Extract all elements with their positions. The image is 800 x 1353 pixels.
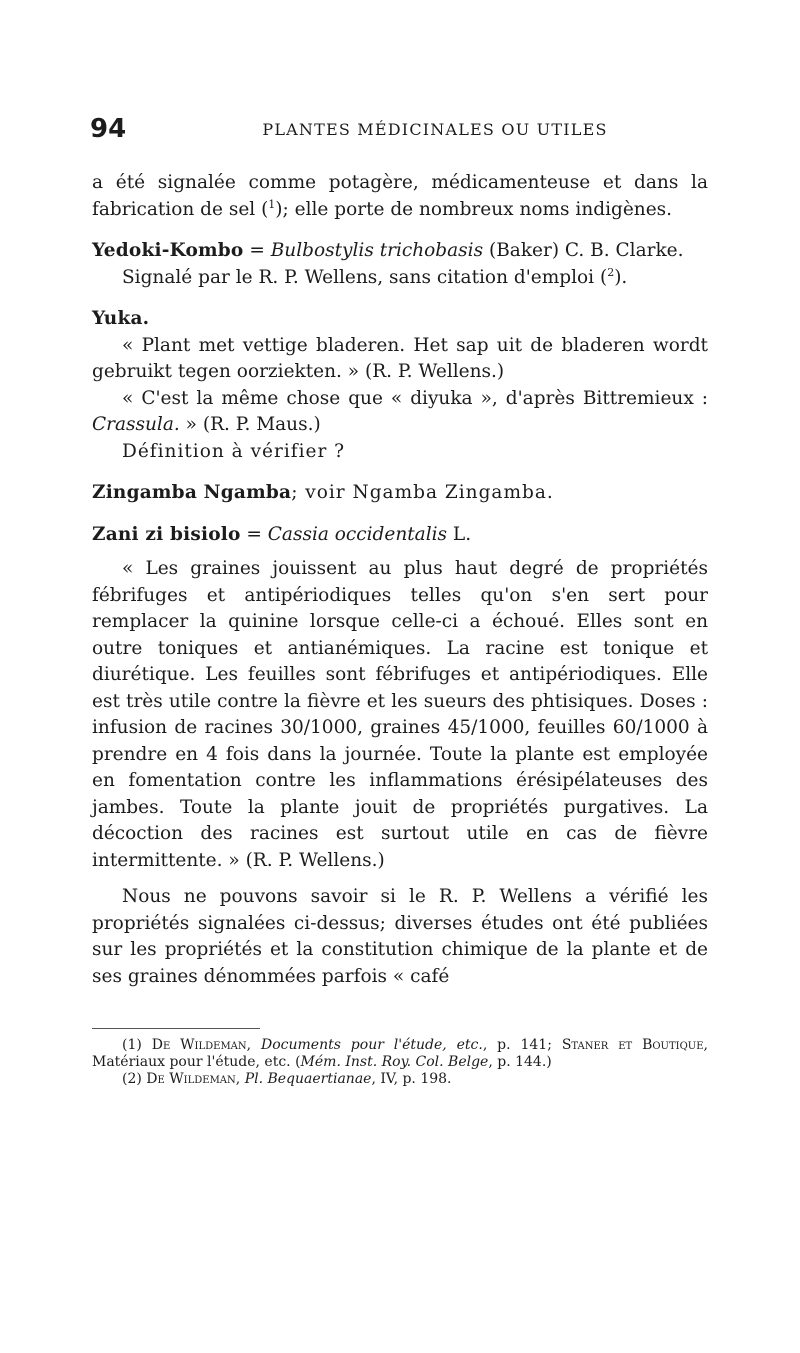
quote-wellens: « Plant met vettige bladeren. Het sap uit de bladeren wordt gebruikt tegen oorziekten. » (R. P. Wellens.) xyxy=(92,334,708,382)
vernacular-name: Yedoki-Kombo xyxy=(92,240,244,261)
continued-paragraph: a été signalée comme potagère, médicamenteuse et dans la fabrication de sel ($^1$); elle porte de nombreux noms indigènes. xyxy=(92,172,708,220)
footnote-ref-2[interactable]: 2 xyxy=(607,265,615,279)
vernacular-name: Zingamba Ngamba xyxy=(92,482,292,503)
entry-yuka xyxy=(92,306,708,465)
quote-wellens: « Les graines jouissent au plus haut degré de propriétés fébrifuges et antipériodiques telles qu'on s'en sert pour remplacer la quinine lorsque celle-ci a échoué. Elles sont en outre toniques et antianémiques. La racine est tonique et diurétique. Les feuilles sont fébrifuges et antipériodiques. Elle est très utile contre la fièvre et les sueurs des phtisiques. Doses : infusion de racines 30/1000, graines 45/1000, feuilles 60/1000 à prendre en 4 fois dans la journée. Toute la plante est employée en fomentation contre les inflammations érésipélateuses des jambes. Toute la plante jouit de propriétés purgatives. La décoction des racines est surtout utile en cas de fièvre intermittente. » (R. P. Wellens.) xyxy=(92,558,708,871)
footnote-ref-1[interactable]: 1 xyxy=(268,197,276,211)
running-header xyxy=(90,114,708,148)
entry-heading xyxy=(92,306,708,333)
vernacular-name: Yuka. xyxy=(92,308,150,329)
author-comment: Nous ne pouvons savoir si le R. P. Wellens a vérifié les propriétés signalées ci-dessus; diverses études ont été publiées sur les propriétés et la constitution chimique de la plante et de ses graines dénommées parfois « café xyxy=(92,886,708,987)
scientific-name: Crassula. xyxy=(92,414,180,435)
entry-note: Signalé par le R. P. Wellens, sans citation d'emploi ($^2$). xyxy=(122,265,628,288)
scientific-name: Bulbostylis trichobasis xyxy=(270,240,484,261)
quote-maus: « C'est la même chose que « diyuka », d'après Bittremieux : Crassula. » (R. P. Maus.) xyxy=(92,387,708,435)
cross-reference: ; voir Ngamba Zingamba. xyxy=(291,482,554,503)
entry-yedoki-kombo xyxy=(92,238,708,291)
entry-heading xyxy=(92,480,708,507)
entry-zani-zi-bisiolo xyxy=(92,522,708,991)
page-number: 94 xyxy=(90,114,127,144)
vernacular-name: Zani zi bisiolo xyxy=(92,523,241,545)
page xyxy=(90,114,708,1088)
footnote-2: (2) De Wildeman, Pl. Bequaertianae, IV, p. 198. xyxy=(122,1071,452,1087)
entry-zingamba-ngamba xyxy=(92,480,708,507)
footnote-1: (1) De Wildeman, Documents pour l'étude, etc., p. 141; Staner et Boutique, Matériaux pour l'étude, etc. (Mém. Inst. Roy. Col. Belge, p. 144.) xyxy=(92,1037,708,1070)
definition-note: Définition à vérifier ? xyxy=(122,440,346,462)
entry-heading: Zani zi bisiolo = Cassia occidentalis L. xyxy=(92,523,472,545)
footnote-rule xyxy=(92,1028,260,1029)
scientific-name: Cassia occidentalis xyxy=(267,523,448,545)
footnotes xyxy=(92,1037,708,1088)
entry-heading: Yedoki-Kombo = Bulbostylis trichobasis (Baker) C. B. Clarke. xyxy=(92,240,684,261)
running-title: PLANTES MÉDICINALES OU UTILES xyxy=(262,120,608,139)
